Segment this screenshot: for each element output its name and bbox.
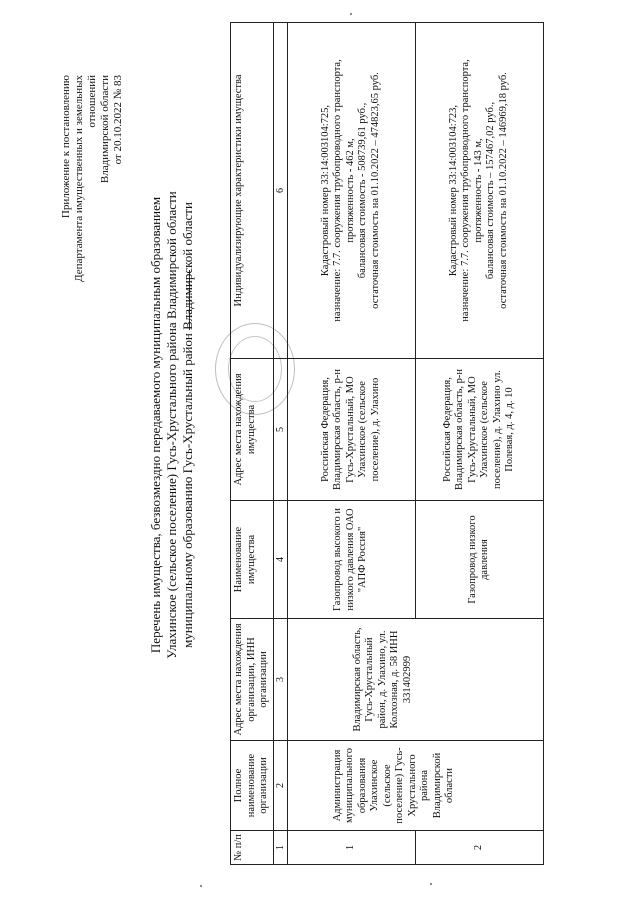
appendix-block xyxy=(60,75,125,335)
column-number: 3 xyxy=(273,619,287,741)
header-property-name: Наименование имущества xyxy=(231,501,274,619)
characteristics-line: назначение: 7.7. сооружения трубопроводного транспорта, xyxy=(332,59,344,322)
property-name-cell: Газопровод низкого давления xyxy=(415,501,543,619)
characteristics-line: балансовая стоимость - 508739,61 руб., xyxy=(357,102,369,279)
column-number: 4 xyxy=(273,501,287,619)
characteristics-line: балансовая стоимость – 157467,02 руб., xyxy=(485,101,497,280)
row-number: 2 xyxy=(415,831,543,865)
header-number: № п/п xyxy=(231,831,274,865)
document-title xyxy=(148,95,196,755)
header-property-address: Адрес места нахождения имущества xyxy=(231,359,274,501)
column-number: 5 xyxy=(273,359,287,501)
column-number: 1 xyxy=(273,831,287,865)
characteristics-line: протяженность - 143 м, xyxy=(472,138,484,243)
characteristics-line: Кадастровый номер 33:14:003104:723, xyxy=(447,104,459,277)
column-number-row xyxy=(273,23,287,865)
property-name-cell: Газопровод высокого и низкого давления ОАО "АПФ Россия" xyxy=(287,501,415,619)
characteristics-line: Кадастровый номер 33:14:003104:725, xyxy=(319,104,331,277)
header-characteristics: Индивидуализирующие характеристики имущества xyxy=(231,23,274,359)
table-header-row xyxy=(231,23,274,865)
org-name-cell: Администрация муниципального образования Улахинское (сельское поселение) Гусь-Хрустального района Владимирской области xyxy=(287,741,543,831)
characteristics-cell xyxy=(415,23,543,359)
characteristics-line: протяженность - 462 м, xyxy=(344,138,356,243)
appendix-date-line: от 20.10.2022 № 83 xyxy=(112,75,124,165)
property-table xyxy=(230,22,544,865)
column-number: 6 xyxy=(273,23,287,359)
header-org-address: Адрес места нахождения организации, ИНН организации xyxy=(231,619,274,741)
characteristics-cell xyxy=(287,23,415,359)
property-address-cell: Российская Федерация, Владимирская область, р-н Гусь-Хрустальный, МО Улахинское (сельское поселение), д. Улахино xyxy=(287,359,415,501)
scan-speck xyxy=(200,885,202,887)
scan-speck xyxy=(350,13,352,15)
title-line: Улахинское (сельское поселение) Гусь-Хрустального района Владимирской области xyxy=(164,191,179,659)
characteristics-line: остаточная стоимость на 01.10.2022 – 474823,65 руб. xyxy=(369,72,381,309)
column-number: 2 xyxy=(273,741,287,831)
title-line: Перечень имущества, безвозмездно передаваемого муниципальным образованием xyxy=(148,196,163,654)
appendix-line: Владимирской области xyxy=(99,75,111,184)
header-org-name: Полное наименование организации xyxy=(231,741,274,831)
appendix-line: Департамента имущественных и земельных отношений xyxy=(73,75,98,282)
row-number: 1 xyxy=(287,831,415,865)
appendix-line: Приложение к постановлению xyxy=(60,75,72,219)
title-line: муниципальному образованию Гусь-Хрустальный район Владимирской области xyxy=(180,202,195,648)
table-row xyxy=(287,23,415,865)
property-address-cell: Российская Федерация, Владимирская область, р-н Гусь-Хрустальный, МО Улахинское (сельское поселение), д. Улахино ул. Полевая, д. 4, д. 10 xyxy=(415,359,543,501)
characteristics-line: остаточная стоимость на 01.10.2022 – 146969,18 руб. xyxy=(497,72,509,309)
scan-speck xyxy=(430,883,432,885)
characteristics-line: назначение: 7.7. сооружения трубопроводного транспорта, xyxy=(460,59,472,322)
org-address-cell: Владимирская область, Гусь-Хрустальный район, д. Улахино, ул. Колхозная, д. 58 ИНН 331402999 xyxy=(287,619,543,741)
